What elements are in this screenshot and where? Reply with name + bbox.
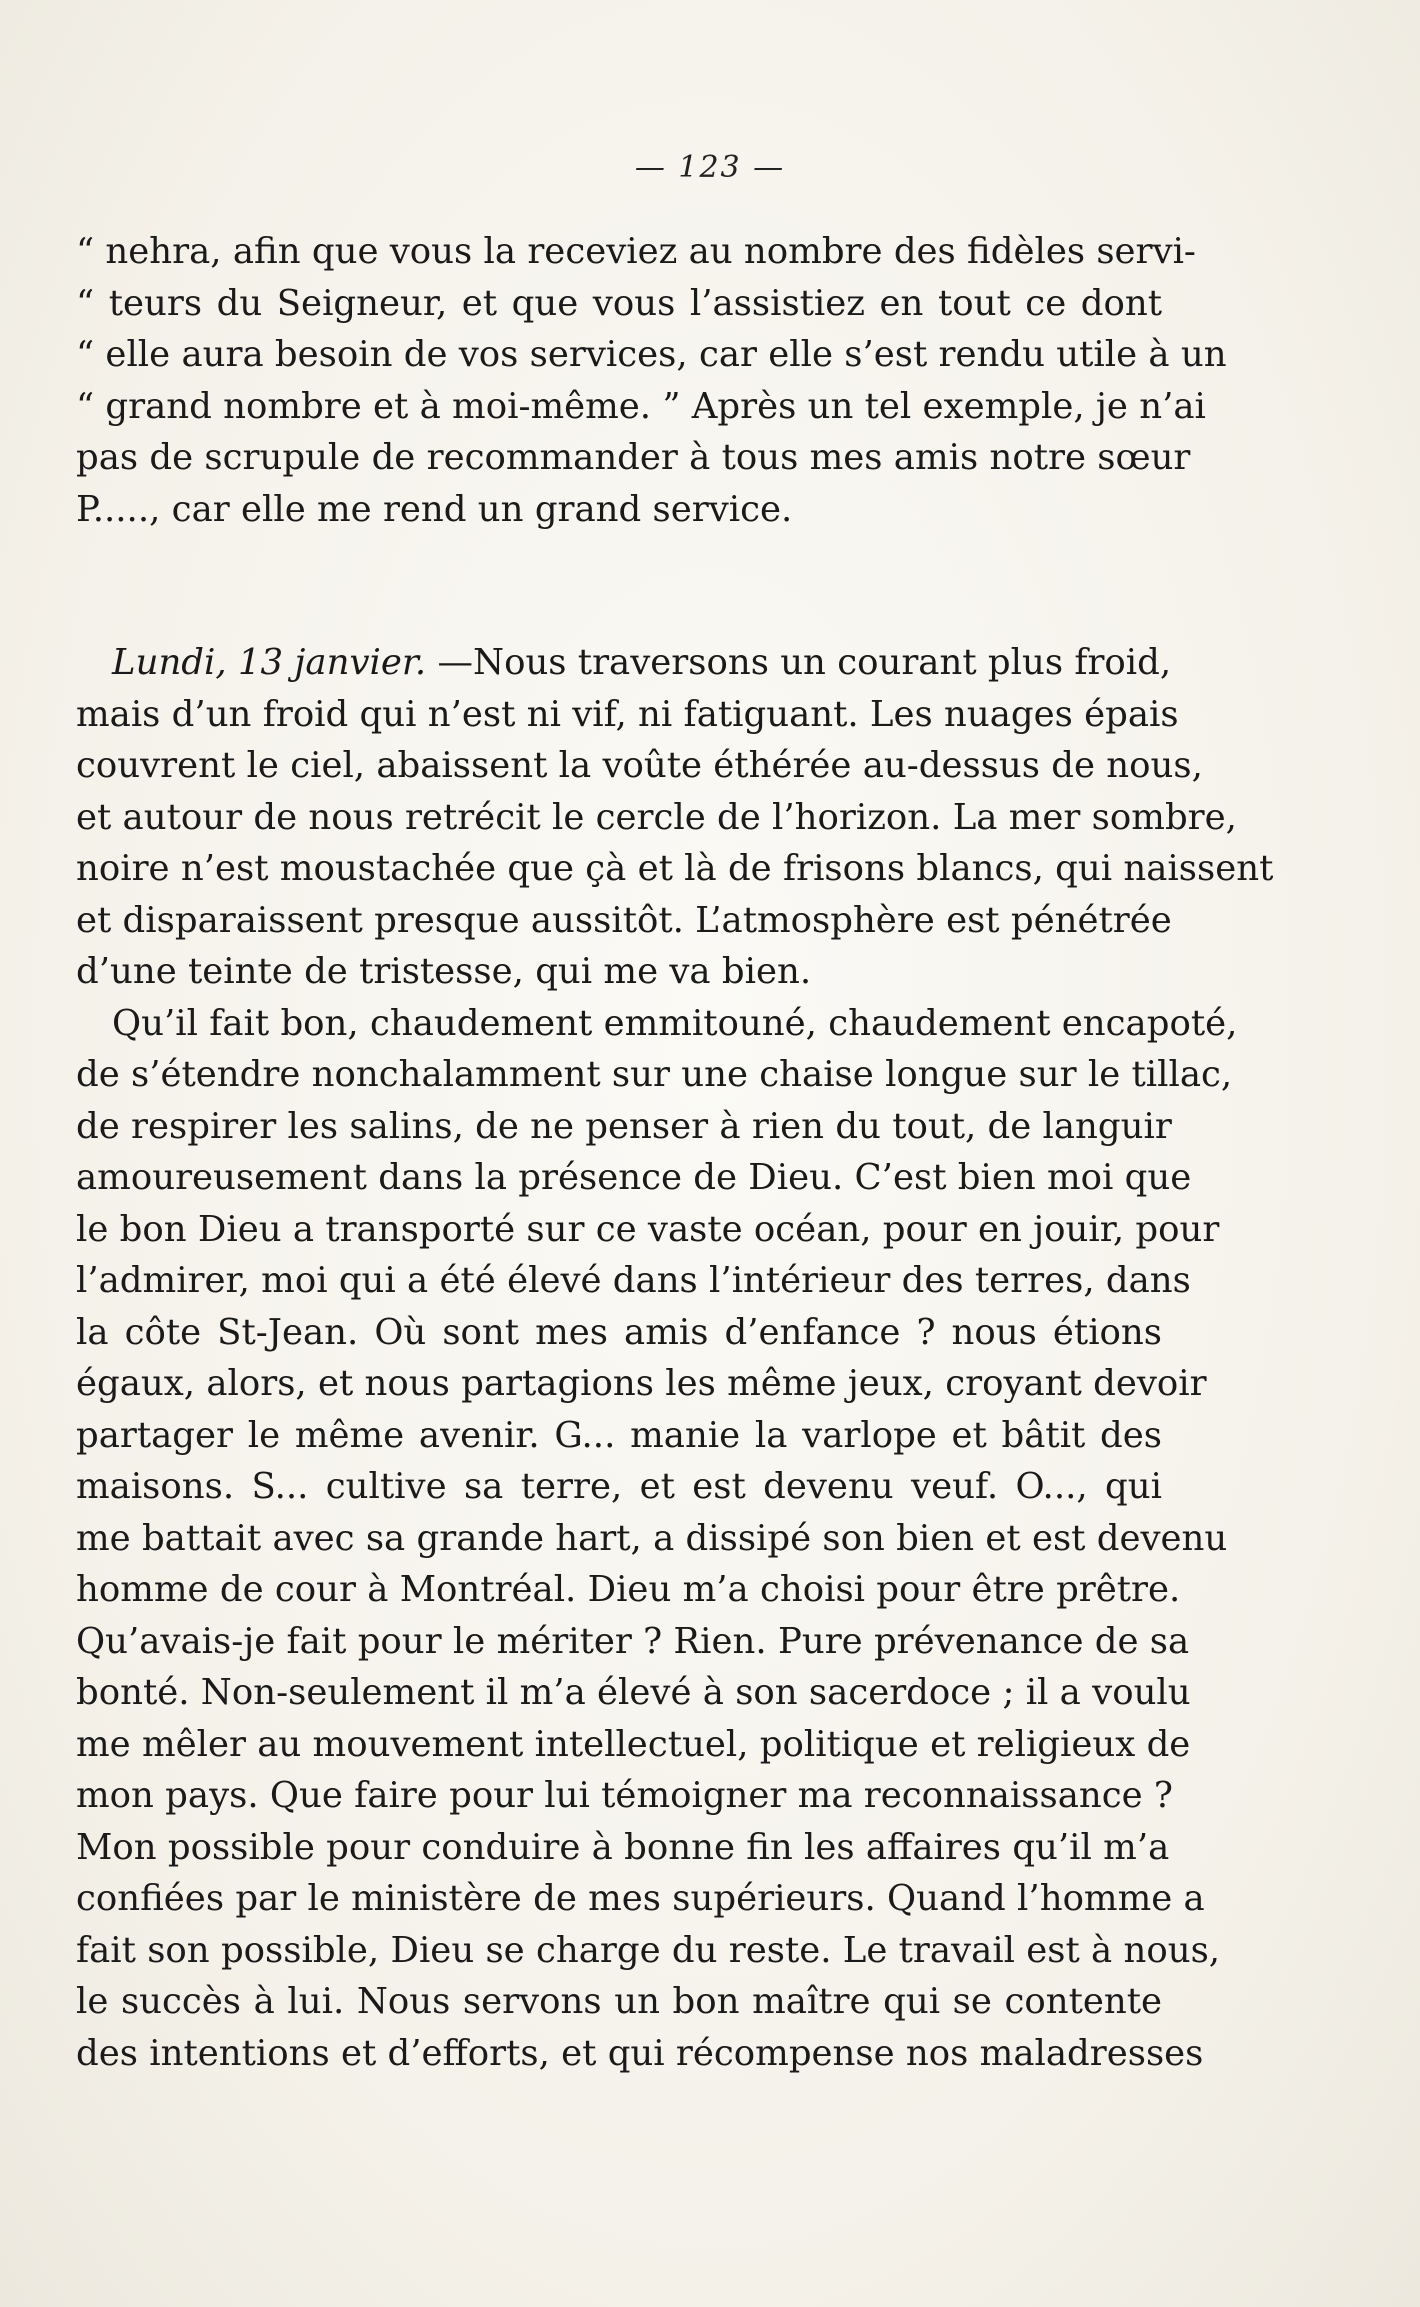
text-line: d’une teinte de tristesse, qui me va bien. [76,951,812,992]
journal-first-line [76,637,1172,689]
text-line: “ teurs du Seigneur, et que vous l’assistiez en tout ce dont [76,282,1162,324]
text-line: “ grand nombre et à moi-même. ” Après un tel exemple, je n’ai [76,385,1206,427]
paragraph-journal-entry [76,637,1274,2079]
text-line: confiées par le ministère de mes supérieurs. Quand l’homme a [76,1878,1205,1919]
text-line: l’admirer, moi qui a été élevé dans l’intérieur des terres, dans [76,1260,1191,1301]
page-number: — 123 — [634,150,786,185]
text-line: bonté. Non-seulement il m’a élevé à son sacerdoce ; il a voulu [76,1672,1191,1713]
text-line: me mêler au mouvement intellectuel, politique et religieux de [76,1723,1191,1765]
text-line: maisons. S... cultive sa terre, et est devenu veuf. O..., qui [76,1466,1162,1507]
text-line: partager le même avenir. G... manie la varlope et bâtit des [76,1414,1162,1456]
text-line: et autour de nous retrécit le cercle de l’horizon. La mer sombre, [76,796,1237,838]
entry-date: Lundi, 13 janvier. [112,642,427,683]
text-line: le succès à lui. Nous servons un bon maître qui se contente [76,1981,1162,2022]
paragraph-quote-end [76,226,1227,535]
text-line: Mon possible pour conduire à bonne fin les affaires qu’il m’a [76,1826,1170,1868]
text-line: mais d’un froid qui n’est ni vif, ni fatiguant. Les nuages épais [76,693,1179,735]
text-line: P....., car elle me rend un grand service. [76,488,793,530]
text-line: mon pays. Que faire pour lui témoigner ma reconnaissance ? [76,1775,1173,1816]
text-line: homme de cour à Montréal. Dieu m’a choisi pour être prêtre. [76,1569,1181,1610]
text-line: noire n’est moustachée que çà et là de frisons blancs, qui naissent [76,848,1274,889]
text-line: pas de scrupule de recommander à tous mes amis notre sœur [76,437,1191,478]
text-line: Qu’avais-je fait pour le mériter ? Rien. Pure prévenance de sa [76,1620,1190,1662]
text-line: amoureusement dans la présence de Dieu. C’est bien moi que [76,1157,1192,1198]
text-line: la côte St-Jean. Où sont mes amis d’enfance ? nous étions [76,1311,1162,1353]
text-line: de respirer les salins, de ne penser à rien du tout, de languir [76,1105,1172,1147]
text-line: “ elle aura besoin de vos services, car elle s’est rendu utile à un [76,334,1227,375]
text-line: égaux, alors, et nous partagions les même jeux, croyant devoir [76,1363,1207,1404]
text-line: “ nehra, afin que vous la receviez au nombre des fidèles servi- [76,231,1196,272]
text-line: me battait avec sa grande hart, a dissipé son bien et est devenu [76,1517,1228,1559]
text-line: fait son possible, Dieu se charge du reste. Le travail est à nous, [76,1929,1221,1971]
text-line: de s’étendre nonchalamment sur une chaise longue sur le tillac, [76,1054,1233,1095]
text-line: Qu’il fait bon, chaudement emmitouné, chaudement encapoté, [112,1002,1238,1044]
text-line: couvrent le ciel, abaissent la voûte éthérée au-dessus de nous, [76,745,1203,786]
text-line: et disparaissent presque aussitôt. L’atmosphère est pénétrée [76,899,1172,941]
text-line-rest: —Nous traversons un courant plus froid, [426,642,1172,683]
text-line: des intentions et d’efforts, et qui récompense nos maladresses [76,2032,1204,2074]
text-line: le bon Dieu a transporté sur ce vaste océan, pour en jouir, pour [76,1208,1220,1250]
